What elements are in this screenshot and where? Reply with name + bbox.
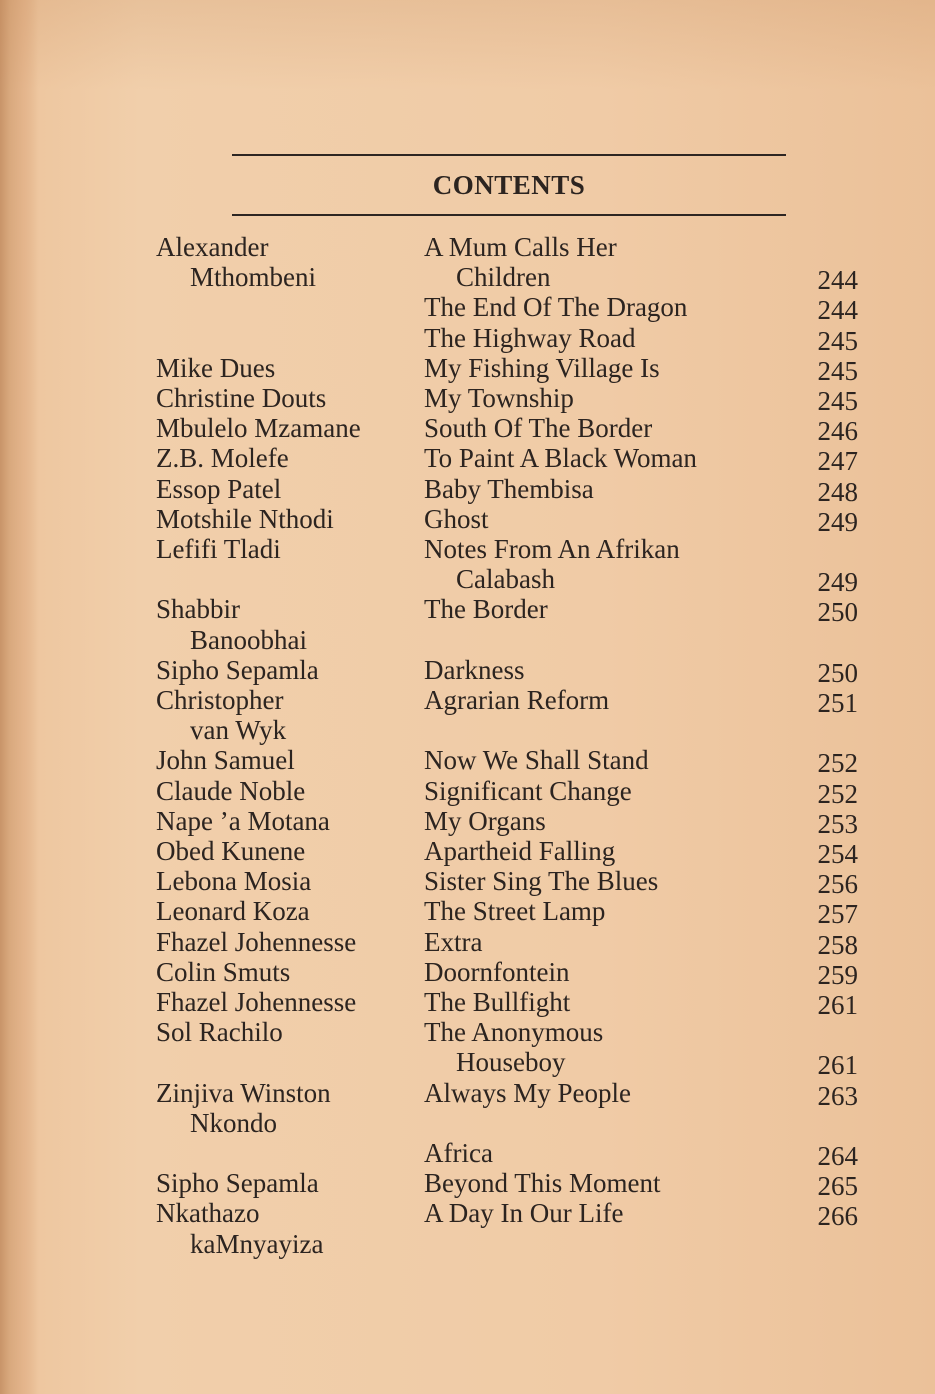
toc-entry (0, 352, 935, 386)
author-name: Lefifi Tladi (156, 534, 281, 564)
poem-title-continued: Calabash (456, 564, 555, 595)
author-name: Christopher (156, 685, 284, 715)
toc-entry (0, 594, 935, 654)
author-name: Sol Rachilo (156, 1017, 283, 1048)
poem-title: To Paint A Black Woman (424, 443, 697, 474)
author-name: Sipho Sepamla (156, 1168, 319, 1199)
page-number: 252 (817, 748, 858, 779)
page-number: 245 (817, 325, 858, 356)
author-name: Claude Noble (156, 775, 306, 806)
page-number: 244 (817, 265, 858, 296)
toc-entry (0, 443, 935, 477)
author-name: Lebona Mosia (156, 866, 312, 897)
author-name: Essop Patel (156, 473, 282, 504)
poem-title: Beyond This Moment (424, 1168, 661, 1199)
author-name: Nape ’a Motana (156, 805, 330, 836)
toc-entry (0, 292, 935, 326)
poem-title: Always My People (424, 1077, 631, 1108)
page-number: 244 (817, 295, 858, 326)
toc-entry (0, 534, 935, 598)
page-number: 263 (817, 1080, 858, 1111)
page-number: 245 (817, 355, 858, 386)
page-number: 266 (817, 1201, 858, 1232)
poem-title: The End Of The Dragon (424, 292, 688, 323)
author-name-continued: Mthombeni (190, 262, 316, 293)
author-name-continued: Nkondo (190, 1107, 277, 1138)
author-name: Mike Dues (156, 352, 276, 383)
toc-entry (0, 322, 935, 356)
poem-title: A Mum Calls Her (424, 232, 617, 262)
toc-entry (0, 805, 935, 839)
poem-title: The Street Lamp (424, 896, 606, 927)
poem-title: The Anonymous (424, 1017, 604, 1048)
author-name: John Samuel (156, 745, 295, 776)
poem-title: Notes From An Afrikan (424, 534, 680, 564)
toc-entry (0, 1138, 935, 1171)
toc-entry (0, 1198, 935, 1258)
author-name-continued: Banoobhai (190, 624, 307, 655)
author-name: Nkathazo (156, 1198, 260, 1229)
author-name: Leonard Koza (156, 896, 310, 927)
poem-title: My Township (424, 383, 574, 413)
page-number: 245 (817, 386, 858, 416)
page-number: 248 (817, 476, 858, 507)
page-number: 258 (817, 929, 858, 960)
toc-entry (0, 836, 935, 869)
author-name: Mbulelo Mzamane (156, 413, 361, 444)
page-number: 265 (817, 1171, 858, 1202)
poem-title: Darkness (424, 654, 525, 685)
page-number: 261 (817, 990, 858, 1020)
poem-title: The Highway Road (424, 322, 636, 353)
poem-title: Sister Sing The Blues (424, 866, 659, 897)
poem-title: The Border (424, 594, 548, 625)
poem-title: Significant Change (424, 775, 632, 806)
toc-entry (0, 896, 935, 930)
contents-heading: CONTENTS (432, 170, 586, 200)
toc-entry (0, 956, 935, 990)
author-name: Colin Smuts (156, 956, 291, 987)
poem-title: Doornfontein (424, 956, 570, 987)
poem-title: Apartheid Falling (424, 836, 616, 866)
page-number: 250 (817, 657, 858, 688)
page-number: 257 (817, 899, 858, 930)
author-name: Motshile Nthodi (156, 503, 334, 534)
author-name-continued: kaMnyayiza (190, 1228, 324, 1259)
poem-title-continued: Houseboy (456, 1047, 566, 1078)
toc-entry (0, 503, 935, 537)
poem-title: Extra (424, 926, 483, 957)
page-number: 249 (817, 506, 858, 537)
toc-entry (0, 926, 935, 960)
author-name: Shabbir (156, 594, 240, 625)
page-number: 254 (817, 839, 858, 869)
poem-title: The Bullfight (424, 987, 571, 1017)
page-number: 250 (817, 597, 858, 628)
poem-title: Ghost (424, 503, 489, 534)
page-number: 264 (817, 1141, 858, 1171)
author-name: Fhazel Johennesse (156, 987, 357, 1017)
author-name: Alexander (156, 232, 269, 262)
toc-entry (0, 987, 935, 1020)
toc-entry (0, 232, 935, 296)
poem-title-continued: Children (456, 262, 551, 293)
author-name: Sipho Sepamla (156, 654, 319, 685)
page-number: 251 (817, 688, 858, 718)
poem-title: South Of The Border (424, 413, 653, 444)
toc-entry (0, 866, 935, 900)
page-number: 246 (817, 416, 858, 447)
toc-entry (0, 1168, 935, 1202)
author-name: Zinjiva Winston (156, 1077, 331, 1108)
toc-entry (0, 775, 935, 809)
poem-title: My Fishing Village Is (424, 352, 660, 383)
page-number: 259 (817, 959, 858, 990)
toc-entry (0, 654, 935, 688)
poem-title: A Day In Our Life (424, 1198, 624, 1229)
poem-title: Now We Shall Stand (424, 745, 649, 776)
author-name: Fhazel Johennesse (156, 926, 357, 957)
page-number: 252 (817, 778, 858, 809)
author-name: Z.B. Molefe (156, 443, 289, 474)
toc-entry (0, 685, 935, 745)
poem-title: Africa (424, 1138, 493, 1168)
page-number: 247 (817, 446, 858, 477)
author-name: Obed Kunene (156, 836, 306, 866)
toc-entry (0, 383, 935, 416)
author-name: Christine Douts (156, 383, 327, 413)
page-number: 256 (817, 869, 858, 900)
author-name-continued: van Wyk (190, 715, 287, 746)
toc-entry (0, 745, 935, 779)
toc-entry (0, 1078, 935, 1138)
toc-entry (0, 473, 935, 507)
page-number: 261 (817, 1050, 858, 1081)
poem-title: Agrarian Reform (424, 685, 610, 715)
poem-title: Baby Thembisa (424, 473, 594, 504)
page-number: 249 (817, 567, 858, 598)
toc-entry (0, 413, 935, 447)
page-number: 253 (817, 808, 858, 839)
toc-entry (0, 1017, 935, 1081)
poem-title: My Organs (424, 805, 546, 836)
